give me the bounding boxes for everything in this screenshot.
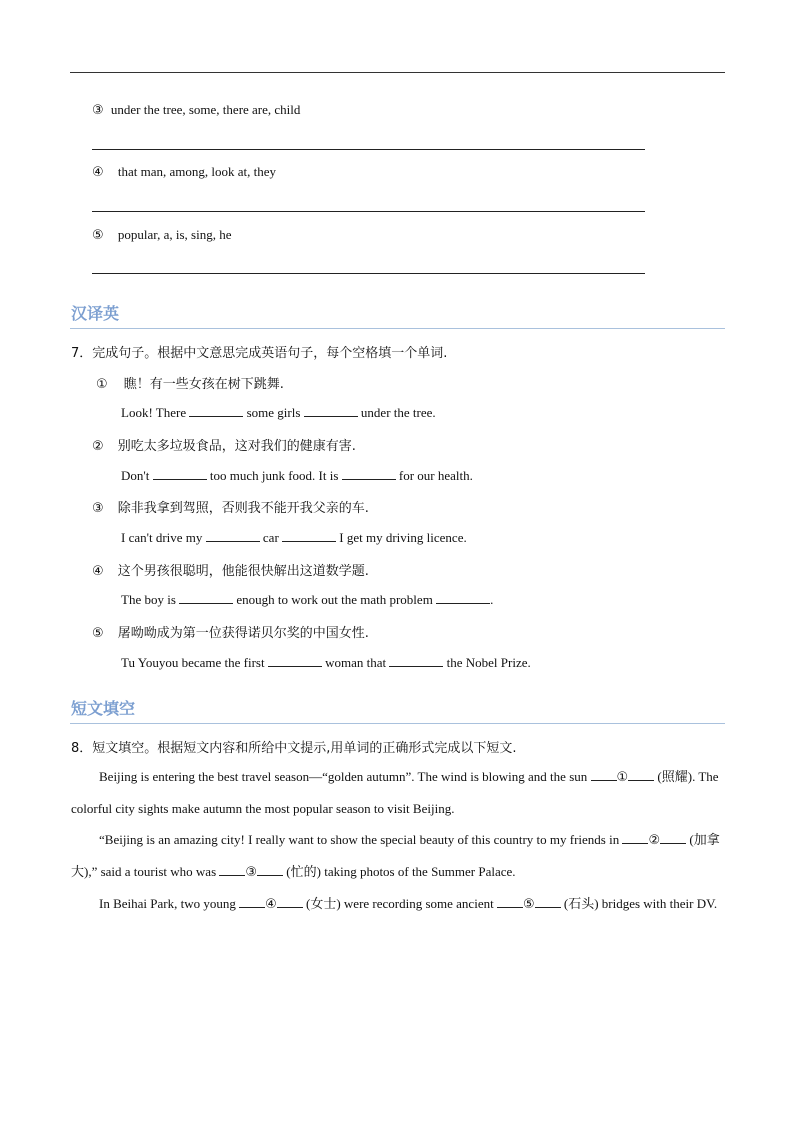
item-number: ④ — [92, 165, 104, 180]
blank-number: ③ — [245, 865, 258, 880]
fill-blank[interactable] — [189, 404, 243, 417]
question-8-prompt: 8．短文填空。根据短文内容和所给中文提示,用单词的正确形式完成以下短文. — [71, 741, 517, 756]
fill-blank[interactable] — [622, 831, 648, 844]
translate-item-2-cn — [92, 435, 356, 454]
fill-blank[interactable] — [179, 591, 233, 604]
blank-number: ⑤ — [522, 897, 535, 912]
item-number: ⑤ — [92, 626, 104, 641]
fill-blank[interactable] — [277, 895, 303, 908]
fill-blank[interactable] — [239, 895, 265, 908]
item-chinese: 别吃太多垃圾食品，这对我们的健康有害. — [117, 439, 356, 454]
item-number: ① — [96, 377, 108, 392]
translate-item-4-en: The boy is enough to work out the math problem . — [121, 592, 494, 607]
fill-blank[interactable] — [436, 591, 490, 604]
fill-blank[interactable] — [342, 467, 396, 480]
ordering-item-3 — [92, 102, 300, 118]
item-number: ② — [92, 439, 104, 454]
fill-blank[interactable] — [268, 654, 322, 667]
translate-item-3-en: I can't drive my car I get my driving licence. — [121, 530, 467, 545]
paragraph-2: “Beijing is an amazing city! I really want to show the special beauty of this country to my friends in ② (加拿大),” said a tourist who was ③ (忙的) taking photos of the Summer Palace. — [71, 832, 720, 880]
section-rule — [70, 328, 725, 329]
blank-number: ① — [616, 770, 629, 785]
fill-blank[interactable] — [497, 895, 523, 908]
fill-blank[interactable] — [535, 895, 561, 908]
fill-blank[interactable] — [282, 529, 336, 542]
translate-item-2-en: Don't too much junk food. It is for our health. — [121, 468, 473, 483]
item-number: ③ — [92, 501, 104, 516]
fill-blank[interactable] — [660, 831, 686, 844]
ordering-item-5 — [92, 227, 231, 243]
item-number: ⑤ — [92, 228, 104, 243]
header-rule — [70, 72, 725, 73]
fill-blank[interactable] — [389, 654, 443, 667]
translate-item-5-cn — [92, 622, 369, 641]
translate-item-4-cn — [92, 560, 369, 579]
cloze-passage — [71, 761, 723, 920]
answer-line[interactable] — [92, 149, 645, 150]
fill-blank[interactable] — [304, 404, 358, 417]
fill-blank[interactable] — [591, 768, 617, 781]
item-chinese: 除非我拿到驾照，否则我不能开我父亲的车. — [117, 501, 369, 516]
question-7-prompt: 7．完成句子。根据中文意思完成英语句子，每个空格填一个单词. — [71, 346, 448, 361]
paragraph-3: In Beihai Park, two young ④ (女士) were recording some ancient ⑤ (石头) bridges with their DV. — [99, 896, 718, 912]
answer-line[interactable] — [92, 211, 645, 212]
fill-blank[interactable] — [206, 529, 260, 542]
item-chinese: 这个男孩很聪明，他能很快解出这道数学题. — [117, 564, 369, 579]
translate-item-3-cn — [92, 497, 369, 516]
item-chinese: 屠呦呦成为第一位获得诺贝尔奖的中国女性. — [117, 626, 369, 641]
translate-item-1-cn — [96, 373, 284, 392]
item-chinese: 瞧！有一些女孩在树下跳舞. — [123, 377, 284, 392]
item-number: ③ — [92, 103, 104, 118]
item-number: ④ — [92, 564, 104, 579]
blank-number: ② — [648, 833, 661, 848]
section-title-translate: 汉译英 — [71, 304, 120, 323]
item-words: popular, a, is, sing, he — [117, 227, 232, 242]
fill-blank[interactable] — [153, 467, 207, 480]
blank-number: ④ — [265, 897, 277, 912]
fill-blank[interactable] — [628, 768, 654, 781]
translate-item-5-en: Tu Youyou became the first woman that the Nobel Prize. — [121, 655, 531, 670]
translate-item-1-en: Look! There some girls under the tree. — [121, 405, 436, 420]
paragraph-1: Beijing is entering the best travel season—“golden autumn”. The wind is blowing and the sun ① (照耀). The colorful city sights make autumn the most popular season to visit Beijing. — [71, 769, 719, 816]
section-title-cloze: 短文填空 — [71, 699, 136, 718]
ordering-item-4 — [92, 164, 276, 180]
fill-blank[interactable] — [257, 863, 283, 876]
item-words: that man, among, look at, they — [117, 164, 277, 179]
item-words: under the tree, some, there are, child — [110, 102, 301, 117]
fill-blank[interactable] — [219, 863, 245, 876]
section-rule — [70, 723, 725, 724]
answer-line[interactable] — [92, 273, 645, 274]
